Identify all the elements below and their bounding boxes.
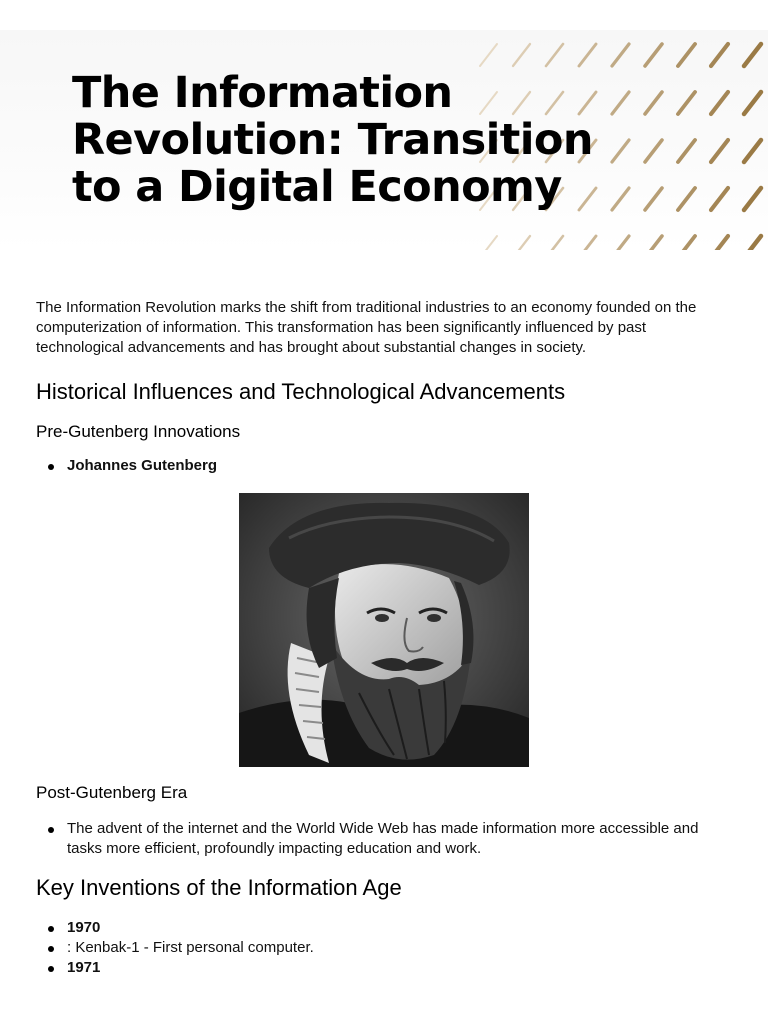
title-line: Revolution: Transition	[72, 115, 593, 165]
hero-banner	[0, 30, 768, 250]
inventions-list	[36, 918, 732, 978]
stripe-mark	[711, 140, 728, 162]
post-gutenberg-list	[36, 819, 732, 859]
list-item-year: 1971	[67, 959, 101, 976]
stripe-mark	[645, 92, 662, 114]
stripe-mark	[711, 44, 728, 66]
stripe-mark	[744, 236, 761, 250]
stripe-mark	[744, 92, 761, 114]
stripe-mark	[546, 236, 563, 250]
stripe-mark	[645, 188, 662, 210]
stripe-mark	[546, 44, 563, 66]
stripe-mark	[612, 140, 629, 162]
section-heading-inventions: Key Inventions of the Information Age	[36, 875, 402, 900]
list-item	[36, 456, 732, 476]
intro-paragraph: The Information Revolution marks the shift from traditional industries to an economy founded on the computerization of information. This transformation has been significantly influenced by past technological advancements and has brought about substantial changes in society.	[36, 299, 697, 356]
stripe-mark	[678, 236, 695, 250]
stripe-mark	[711, 188, 728, 210]
article-body	[36, 298, 732, 978]
stripe-mark	[678, 44, 695, 66]
title-line: to a Digital Economy	[72, 162, 562, 212]
stripe-mark	[579, 236, 596, 250]
stripe-mark	[612, 92, 629, 114]
list-item-label: Johannes Gutenberg	[67, 457, 218, 474]
stripe-mark	[612, 188, 629, 210]
pre-gutenberg-list	[36, 456, 732, 476]
stripe-mark	[744, 44, 761, 66]
portrait-figure	[36, 493, 732, 767]
stripe-mark	[612, 236, 629, 250]
stripe-mark	[711, 92, 728, 114]
stripe-mark	[678, 188, 695, 210]
stripe-mark	[513, 44, 530, 66]
list-item	[36, 918, 732, 938]
list-item: : Kenbak-1 - First personal computer.	[36, 938, 732, 958]
stripe-mark	[480, 236, 497, 250]
list-item-year: 1970	[67, 919, 101, 936]
stripe-mark	[645, 236, 662, 250]
list-item	[36, 958, 732, 978]
title-line: The Information	[72, 68, 453, 118]
stripe-mark	[513, 236, 530, 250]
page-title	[72, 70, 593, 211]
stripe-mark	[744, 140, 761, 162]
stripe-mark	[645, 44, 662, 66]
list-item: The advent of the internet and the World Wide Web has made information more accessible and tasks more efficient, profoundly impacting education and work.	[36, 819, 732, 859]
subheading-pre-gutenberg: Pre-Gutenberg Innovations	[36, 422, 241, 441]
stripe-mark	[579, 44, 596, 66]
stripe-mark	[711, 236, 728, 250]
stripe-mark	[645, 140, 662, 162]
subheading-post-gutenberg: Post-Gutenberg Era	[36, 783, 188, 802]
gutenberg-portrait-image	[239, 493, 529, 767]
stripe-mark	[678, 92, 695, 114]
stripe-mark	[678, 140, 695, 162]
stripe-mark	[612, 44, 629, 66]
stripe-mark	[480, 44, 497, 66]
stripe-mark	[744, 188, 761, 210]
section-heading-historical: Historical Influences and Technological Advancements	[36, 379, 566, 404]
